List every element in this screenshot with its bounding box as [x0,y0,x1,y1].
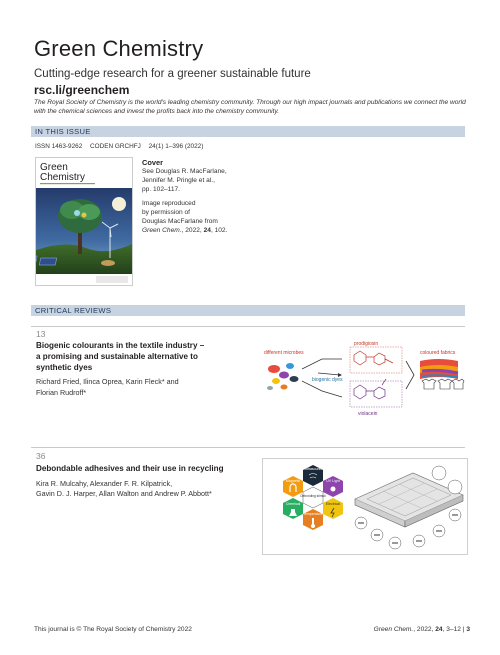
article-title-line[interactable]: Debondable adhesives and their use in recycling [36,464,224,473]
cover-citation-journal: Green Chem. [142,227,182,234]
cover-line-1: See Douglas R. MacFarlane, [142,168,227,175]
journal-tagline: Cutting-edge research for a greener sustainable future [34,68,311,80]
hex-bottom-label: Temperature [303,512,323,516]
cover-image[interactable] [35,157,133,286]
cover-wordmark-2: Chemistry [40,172,86,183]
hex-left-bottom-label: Chemical [285,502,301,506]
hex-center-label: Debonding stimuli [300,494,326,498]
issn-line [35,143,209,150]
cover-wordmark-1: Green [40,162,68,173]
hex-right-top-label: UV Light [326,479,340,483]
cover-art [36,158,132,285]
journal-url[interactable]: rsc.li/greenchem [34,83,130,97]
hex-top-label: Ultrasound [304,467,322,471]
graphic-label-biogenic: biogenic dyes [312,377,343,383]
hex-right-bottom-label: Electrical [325,502,341,506]
cover-citation-volume: 24 [203,227,211,234]
cover-citation-year: , 2022, [181,227,204,234]
rsc-blurb: The Royal Society of Chemistry is the world's leading chemistry community. Through our high impact journals and publications we connect the world with the chemical sciences and invest the profits back into the chemistry community. [34,99,466,115]
cover-heading: Cover [142,158,163,167]
article-title-line[interactable]: synthetic dyes [36,363,93,372]
coden: CODEN GRCHFJ [90,143,141,150]
graphic-label-violacein: violacein [358,411,378,417]
adhesives-graphic [263,459,467,554]
article-divider [31,326,465,327]
cover-citation [142,227,227,236]
graphic-label-prodigiosin: prodigiosin [354,341,379,347]
article-graphic-dyes[interactable] [262,339,466,419]
cover-line-3: pp. 102–117. [142,186,181,193]
graphic-label-microbes: different microbes [264,350,304,356]
footer-copyright: This journal is © The Royal Society of Chemistry 2022 [34,626,192,633]
critical-reviews-bar [31,305,465,316]
article-title-line[interactable]: Biogenic colourants in the textile industry – [36,341,205,350]
article-title-line[interactable]: a promising and sustainable alternative to [36,352,198,361]
article-authors: Gavin D. J. Harper, Allan Walton and Andrew P. Abbott* [36,489,212,498]
footer-citation [374,626,470,633]
hex-left-top-label: Magnetic [285,479,301,483]
article-authors: Florian Rudroff* [36,388,87,397]
article-divider [31,447,465,448]
cover-citation-page: , 102. [210,227,228,234]
graphic-label-fabrics: coloured fabrics [420,350,456,356]
cover-line-5: by permission of [142,209,191,216]
footer-pages: , 3–12 | [442,626,467,633]
article-page-number: 36 [36,451,46,461]
cover-line-6: Douglas MacFarlane from [142,218,218,225]
critical-reviews-label: CRITICAL REVIEWS [35,306,112,315]
page-number: 3 [466,626,470,633]
article-page-number: 13 [36,329,46,339]
article-authors: Kira R. Mulcahy, Alexander F. R. Kilpatrick, [36,479,173,488]
volume-info: 24(1) 1–396 (2022) [148,143,204,150]
issn: ISSN 1463-9262 [35,143,83,150]
in-this-issue-label: IN THIS ISSUE [35,127,91,136]
footer-volume: 24 [435,626,443,633]
footer-journal: Green Chem. [373,626,414,633]
cover-line-2: Jennifer M. Pringle et al., [142,177,215,184]
footer-year: , 2022, [413,626,436,633]
in-this-issue-bar [31,126,465,137]
article-graphic-adhesives[interactable] [262,458,468,555]
journal-title: Green Chemistry [34,36,204,61]
article-authors: Richard Fried, Ilinca Oprea, Karin Fleck* and [36,377,179,386]
cover-line-4: Image reproduced [142,200,196,207]
dyes-graphic [262,339,466,419]
